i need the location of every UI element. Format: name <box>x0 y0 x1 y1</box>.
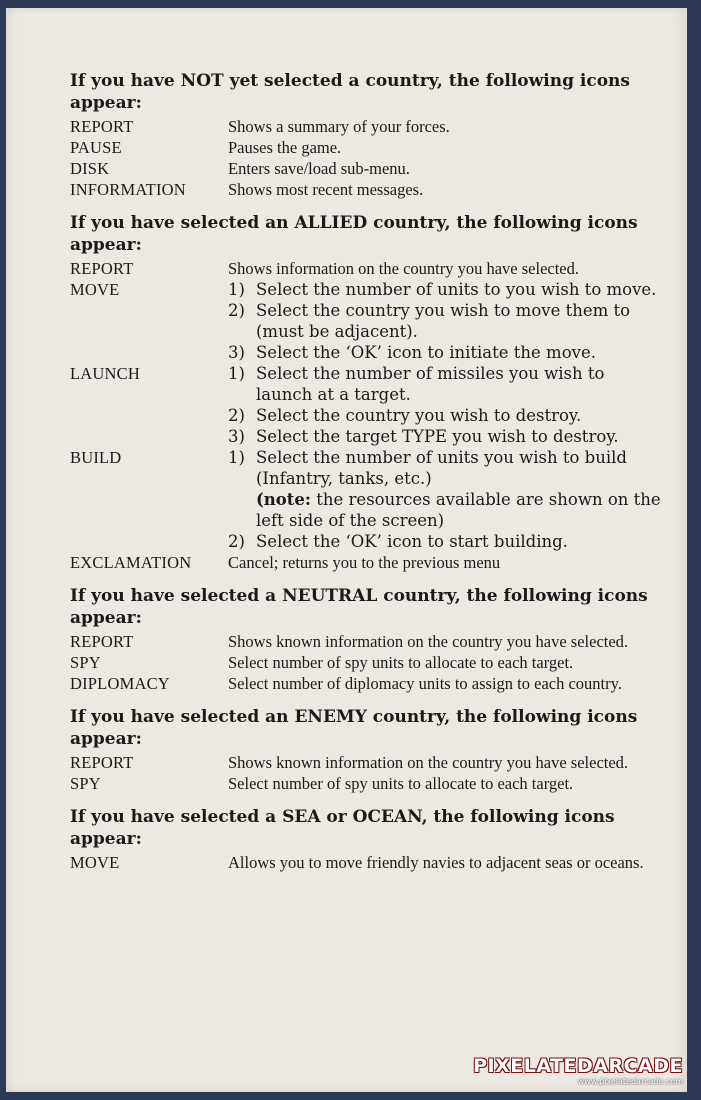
step-list <box>228 279 664 363</box>
section-neutral-country <box>70 585 664 694</box>
icon-description: Shows a summary of your forces. <box>228 117 450 136</box>
icon-label: REPORT <box>70 753 134 772</box>
step-text: Select the number of missiles you wish to launch at a target. <box>256 364 605 404</box>
step-text: Select the ‘OK’ icon to start building. <box>256 532 568 551</box>
step-number: 1) <box>228 364 245 383</box>
section-allied-country <box>70 212 664 573</box>
icon-label: SPY <box>70 653 101 672</box>
step-list <box>228 447 664 552</box>
section-no-country <box>70 70 664 200</box>
icon-description: Shows most recent messages. <box>228 180 424 199</box>
watermark-url: www.pixelatedarcade.com <box>577 1077 683 1086</box>
step-item <box>228 426 664 447</box>
page-content <box>70 70 664 885</box>
step-item <box>228 342 664 363</box>
icon-label: DIPLOMACY <box>70 674 170 693</box>
step-number: 1) <box>228 448 245 467</box>
icon-description: Shows known information on the country you have selected. <box>228 753 629 772</box>
icon-label: REPORT <box>70 259 134 278</box>
section-heading: If you have selected a SEA or OCEAN, the following icons appear: <box>70 807 615 849</box>
icon-description: Select number of spy units to allocate to each target. <box>228 653 574 672</box>
step-item <box>228 363 664 405</box>
icon-description: Cancel; returns you to the previous menu <box>228 553 501 572</box>
icon-row-spy <box>70 773 664 794</box>
section-heading: If you have NOT yet selected a country, the following icons appear: <box>70 71 630 113</box>
section-heading: If you have selected an ALLIED country, the following icons appear: <box>70 213 638 255</box>
icon-label: MOVE <box>70 280 120 299</box>
icon-row-disk <box>70 158 664 179</box>
icon-description: Allows you to move friendly navies to adjacent seas or oceans. <box>228 853 644 872</box>
step-text <box>256 447 664 531</box>
icon-label: SPY <box>70 774 101 793</box>
icon-row-build <box>70 447 664 552</box>
icon-row-information <box>70 179 664 200</box>
step-item <box>228 531 664 552</box>
step-text: Select the ‘OK’ icon to initiate the move. <box>256 343 596 362</box>
section-heading: If you have selected a NEUTRAL country, the following icons appear: <box>70 586 648 628</box>
icon-label: EXCLAMATION <box>70 553 192 572</box>
icon-label: PAUSE <box>70 138 122 157</box>
manual-page <box>6 8 687 1092</box>
note <box>256 489 664 531</box>
step-number: 2) <box>228 406 245 425</box>
step-item <box>228 447 664 531</box>
step-number: 1) <box>228 280 245 299</box>
icon-row-diplomacy <box>70 673 664 694</box>
icon-row-spy <box>70 652 664 673</box>
icon-description: Pauses the game. <box>228 138 342 157</box>
icon-label: BUILD <box>70 448 122 467</box>
icon-row-report <box>70 631 664 652</box>
icon-row-exclamation <box>70 552 664 573</box>
icon-row-launch <box>70 363 664 447</box>
icon-label: INFORMATION <box>70 180 186 199</box>
note-label: (note: <box>256 490 312 509</box>
icon-row-move <box>70 852 664 873</box>
icon-row-report <box>70 116 664 137</box>
icon-row-move <box>70 279 664 363</box>
section-heading: If you have selected an ENEMY country, the following icons appear: <box>70 707 638 749</box>
section-enemy-country <box>70 706 664 794</box>
step-main-text: Select the number of units you wish to build (Infantry, tanks, etc.) <box>256 448 627 488</box>
icon-label: MOVE <box>70 853 120 872</box>
step-item <box>228 279 664 300</box>
icon-label: REPORT <box>70 117 134 136</box>
step-text: Select the country you wish to destroy. <box>256 406 582 425</box>
icon-label: LAUNCH <box>70 364 140 383</box>
icon-description: Select number of spy units to allocate to each target. <box>228 774 574 793</box>
step-text: Select the number of units to you wish to move. <box>256 280 657 299</box>
icon-label: REPORT <box>70 632 134 651</box>
step-number: 3) <box>228 427 245 446</box>
icon-description: Select number of diplomacy units to assign to each country. <box>228 674 622 693</box>
section-sea-ocean <box>70 806 664 873</box>
note-text: the resources available are shown on the left side of the screen) <box>256 490 661 530</box>
step-item <box>228 300 664 342</box>
icon-row-report <box>70 752 664 773</box>
icon-label: DISK <box>70 159 110 178</box>
icon-row-pause <box>70 137 664 158</box>
step-number: 2) <box>228 532 245 551</box>
watermark <box>473 1055 683 1086</box>
step-text: Select the target TYPE you wish to destroy. <box>256 427 619 446</box>
watermark-brand: PIXELATEDARCADE <box>473 1055 683 1077</box>
step-number: 3) <box>228 343 245 362</box>
icon-description: Shows information on the country you have selected. <box>228 259 580 278</box>
icon-description: Shows known information on the country you have selected. <box>228 632 629 651</box>
icon-description: Enters save/load sub-menu. <box>228 159 410 178</box>
step-number: 2) <box>228 301 245 320</box>
step-item <box>228 405 664 426</box>
step-text: Select the country you wish to move them to (must be adjacent). <box>256 301 631 341</box>
step-list <box>228 363 664 447</box>
icon-row-report <box>70 258 664 279</box>
